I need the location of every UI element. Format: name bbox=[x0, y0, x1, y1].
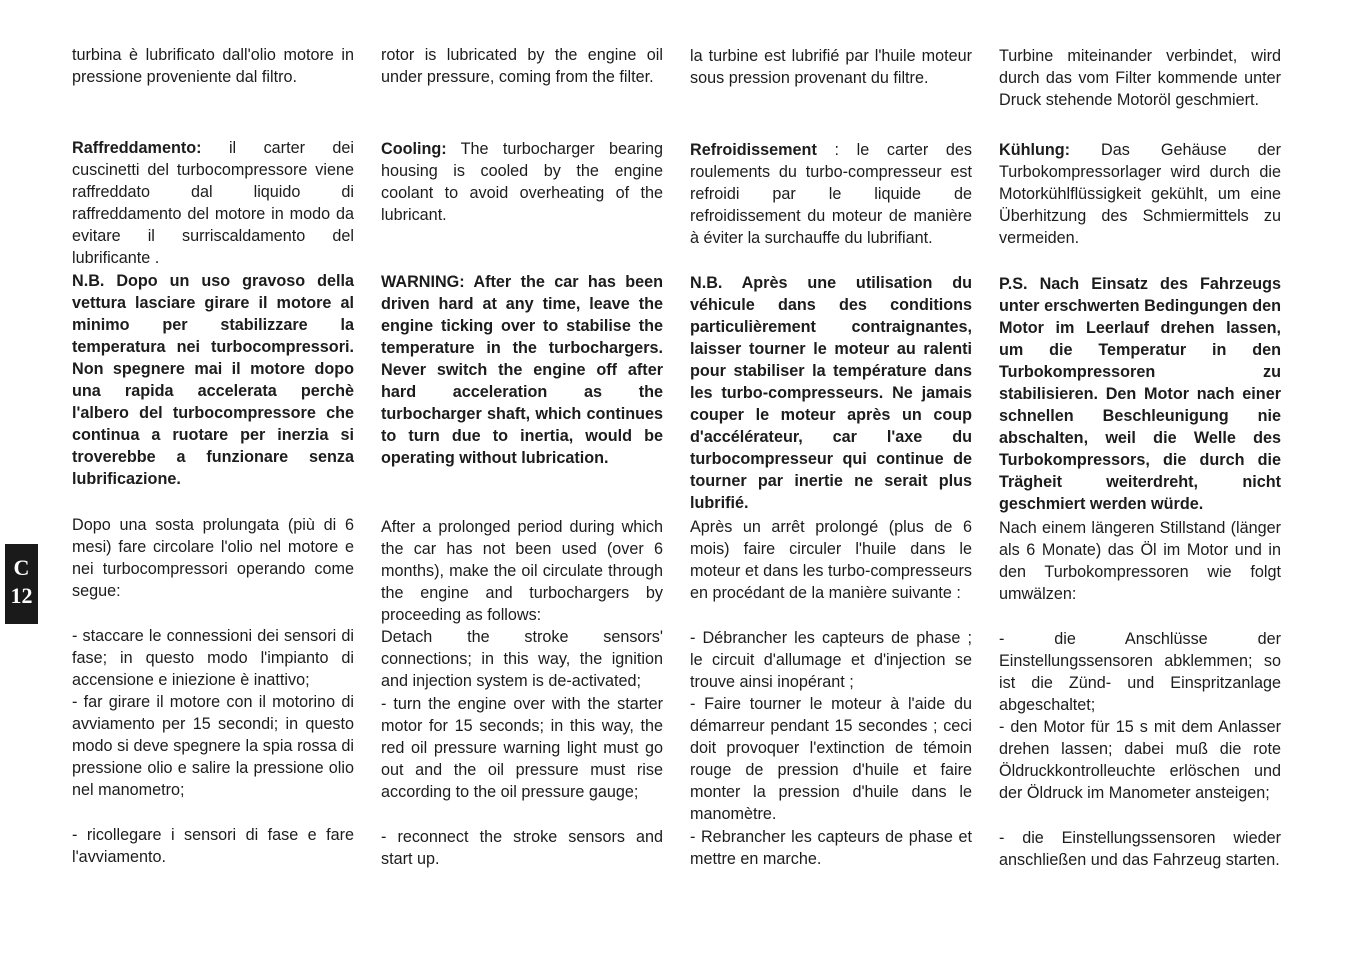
cooling-text: Das Gehäuse der Turbokompressorlager wird durch die Motorkühlflüssigkeit gekühlt, um eine Überhitzung des Schmiermittels zu vermeiden. bbox=[999, 141, 1281, 247]
cooling-paragraph bbox=[72, 137, 354, 269]
cooling-paragraph bbox=[381, 138, 663, 226]
cooling-heading: Kühlung: bbox=[999, 141, 1071, 159]
intro-text: la turbine est lubrifié par l'huile moteur sous pression provenant du filtre. bbox=[690, 47, 972, 87]
section-tab bbox=[5, 544, 38, 624]
step-2: - turn the engine over with the starter motor for 15 seconds; in this way, the red oil pressure warning light must go out and the oil pressure must rise according to the oil pressure gauge; bbox=[381, 695, 663, 801]
storage-intro: Dopo una sosta prolungata (più di 6 mesi) fare circolare l'olio nel motore e nei turbocompressori operando come segue: bbox=[72, 516, 354, 600]
cooling-text: il carter dei cuscinetti del turbocompressore viene raffreddato dal liquido di raffreddamento del motore in modo da evitare il surriscaldamento del lubrificante . bbox=[72, 139, 354, 267]
page-number: 12 bbox=[10, 583, 33, 608]
storage-intro: After a prolonged period during which the car has not been used (over 6 months), make the oil circulate through the engine and turbochargers by proceeding as follows: bbox=[381, 518, 663, 624]
intro-text: turbina è lubrificato dall'olio motore in pressione proveniente dal filtro. bbox=[72, 46, 354, 86]
step-1: - Débrancher les capteurs de phase ; le circuit d'allumage et d'injection se trouve ainsi inopérant ; bbox=[690, 629, 972, 691]
warning-note: P.S. Nach Einsatz des Fahrzeugs unter erschwerten Bedingungen den Motor im Leerlauf drehen lassen, um die Temperatur in den Turbokompressoren zu stabilisieren. Den Motor nach einer schnellen Beschleunigung nie abschalten, weil die Welle des Turbokompressors, die durch die Trägheit weiterdreht, nicht geschmiert werden würde. bbox=[999, 275, 1281, 513]
warning-note: WARNING: After the car has been driven hard at any time, leave the engine ticking over to stabilise the temperature in the turbochargers. Never switch the engine off after hard acceleration as the turbocharger shaft, which continues to turn due to inertia, would be operating without lubrication. bbox=[381, 273, 663, 467]
section-letter: C bbox=[13, 555, 30, 580]
step-3: - die Einstellungssensoren wieder anschließen und das Fahrzeug starten. bbox=[999, 829, 1281, 869]
cooling-heading: Raffreddamento: bbox=[72, 139, 202, 157]
warning-note: N.B. Dopo un uso gravoso della vettura lasciare girare il motore al minimo per stabilizzare la temperatura nei turbocompressori. Non spegnere mai il motore dopo una rapida accelerata perchè l'albero del turbocompressore che continua a ruotare per inerzia si troverebbe a funzionare senza lubrificazione. bbox=[72, 272, 354, 488]
warning-note: N.B. Après une utilisation du véhicule dans des conditions particulièrement contraignantes, laisser tourner le moteur au ralenti pour stabiliser la température dans les turbo-compresseurs. Ne jamais couper le moteur après un coup d'accélérateur, car l'axe du turbocompresseur qui continue de tourner par inertie ne serait plus lubrifié. bbox=[690, 274, 972, 512]
step-3: - Rebrancher les capteurs de phase et mettre en marche. bbox=[690, 828, 972, 868]
step-2: - Faire tourner le moteur à l'aide du démarreur pendant 15 secondes ; ceci doit provoquer l'extinction de témoin rouge de pression d'huile et faire monter la pression d'huile dans le manomètre. bbox=[690, 695, 972, 823]
step-1: - staccare le connessioni dei sensori di fase; in questo modo l'impianto di accensione e iniezione è inattivo; bbox=[72, 627, 354, 689]
step-2: - far girare il motore con il motorino di avviamento per 15 secondi; in questo modo si deve spegnere la spia rossa di pressione olio e salire la pressione olio nel manometro; bbox=[72, 693, 354, 799]
step-1: Detach the stroke sensors' connections; in this way, the ignition and injection system is de-activated; bbox=[381, 628, 663, 690]
step-3: - reconnect the stroke sensors and start up. bbox=[381, 828, 663, 868]
cooling-heading: Cooling: bbox=[381, 140, 447, 158]
cooling-heading: Refroidissement bbox=[690, 141, 817, 159]
cooling-paragraph bbox=[690, 139, 972, 249]
cooling-text: : le carter des roulements du turbo-compresseur est refroidi par le liquide de refroidissement du moteur de manière à éviter la surchauffe du lubrifiant. bbox=[690, 141, 972, 247]
step-1: - die Anschlüsse der Einstellungssensoren abklemmen; so ist die Zünd- und Einspritzanlage abgeschaltet; bbox=[999, 630, 1281, 714]
step-3: - ricollegare i sensori di fase e fare l'avviamento. bbox=[72, 826, 354, 866]
cooling-text: The turbocharger bearing housing is cooled by the engine coolant to avoid overheating of the lubricant. bbox=[381, 140, 663, 224]
storage-intro: Nach einem längeren Stillstand (länger als 6 Monate) das Öl im Motor und in den Turbokompressoren wie folgt umwälzen: bbox=[999, 519, 1281, 603]
intro-text: Turbine miteinander verbindet, wird durch das vom Filter kommende unter Druck stehende Motoröl geschmiert. bbox=[999, 47, 1281, 109]
storage-intro: Après un arrêt prolongé (plus de 6 mois) faire circuler l'huile dans le moteur et dans les turbo-compresseurs en procédant de la manière suivante : bbox=[690, 518, 972, 602]
cooling-paragraph bbox=[999, 139, 1281, 249]
intro-text: rotor is lubricated by the engine oil under pressure, coming from the filter. bbox=[381, 46, 663, 86]
step-2: - den Motor für 15 s mit dem Anlasser drehen lassen; dabei muß die rote Öldruckkontrolleuchte erlöschen und der Öldruck im Manometer ansteigen; bbox=[999, 718, 1281, 802]
